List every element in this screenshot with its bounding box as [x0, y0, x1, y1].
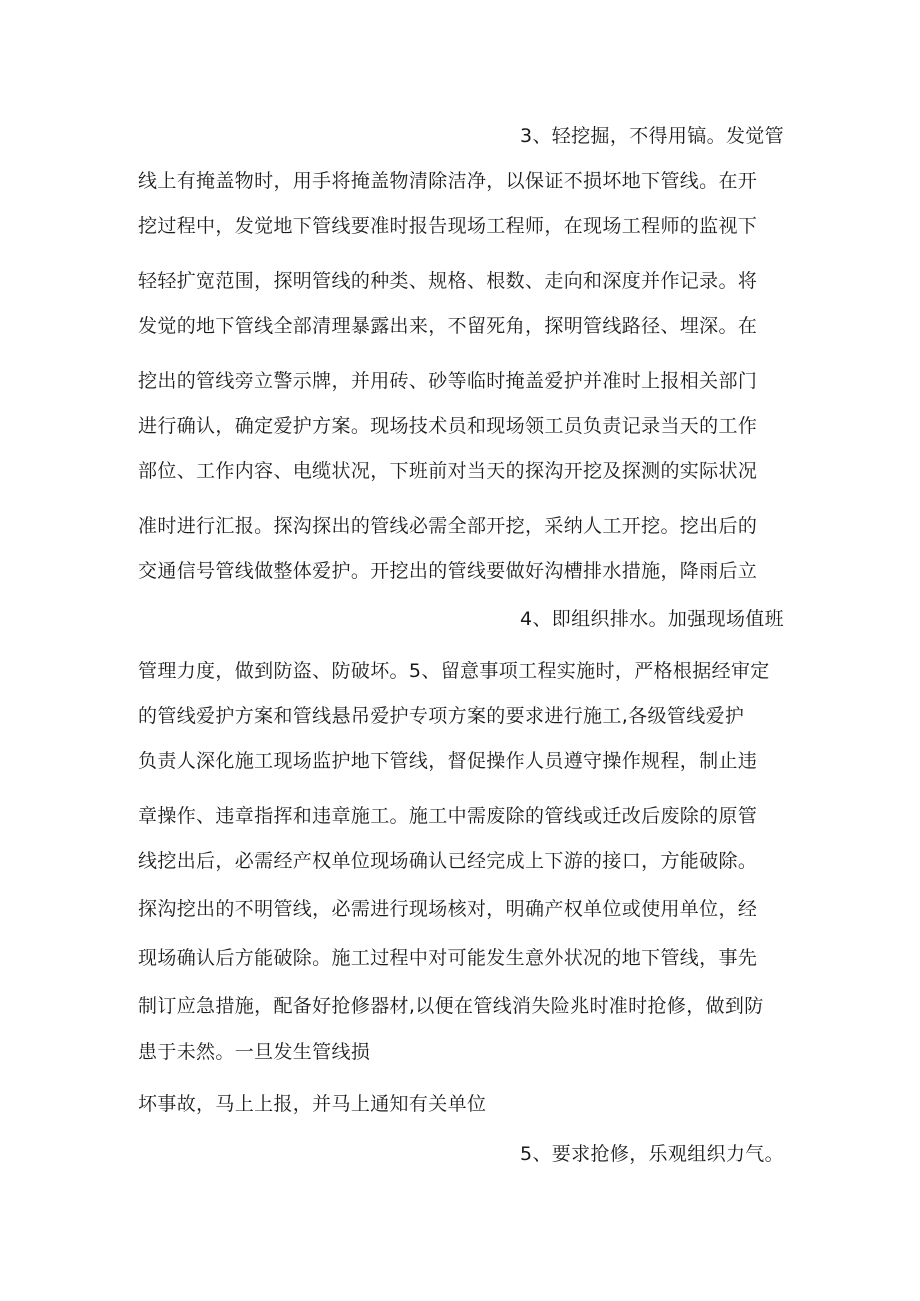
paragraph-line-9: 准时进行汇报。探沟探出的管线必需全部开挖，采纳人工开挖。挖出后的 — [138, 515, 758, 537]
paragraph-line-8: 部位、工作内容、电缆状况，下班前对当天的探沟开挖及探测的实际状况 — [138, 460, 758, 482]
paragraph-line-17: 探沟挖出的不明管线，必需进行现场核对，明确产权单位或使用单位，经 — [138, 898, 758, 920]
paragraph-line-16: 线挖出后，必需经产权单位现场确认已经完成上下游的接口，方能破除。 — [138, 850, 758, 872]
paragraph-line-22: 5、要求抢修，乐观组织力气。 — [520, 1143, 784, 1165]
paragraph-line-13: 的管线爱护方案和管线悬吊爱护专项方案的要求进行施工,各级管线爱护 — [138, 705, 745, 727]
paragraph-line-11: 4、即组织排水。加强现场值班 — [520, 608, 784, 630]
paragraph-line-6: 挖出的管线旁立警示牌，并用砖、砂等临时掩盖爱护并准时上报相关部门 — [138, 370, 758, 392]
paragraph-line-21: 坏事故，马上上报，并马上通知有关单位 — [138, 1093, 487, 1115]
paragraph-line-7: 进行确认，确定爱护方案。现场技术员和现场领工员负责记录当天的工作 — [138, 415, 758, 437]
paragraph-line-12: 管理力度，做到防盗、防破坏。5、留意事项工程实施时，严格根据经审定 — [138, 660, 770, 682]
paragraph-line-14: 负责人深化施工现场监护地下管线，督促操作人员遵守操作规程，制止违 — [138, 750, 758, 772]
paragraph-line-18: 现场确认后方能破除。施工过程中对可能发生意外状况的地下管线，事先 — [138, 947, 758, 969]
paragraph-line-20: 患于未然。一旦发生管线损 — [138, 1041, 371, 1063]
paragraph-line-1: 3、轻挖掘，不得用镐。发觉管 — [520, 125, 784, 147]
paragraph-line-19: 制订应急措施，配备好抢修器材,以便在管线消失险兆时准时抢修，做到防 — [138, 995, 764, 1017]
paragraph-line-10: 交通信号管线做整体爱护。开挖出的管线要做好沟槽排水措施，降雨后立 — [138, 560, 758, 582]
paragraph-line-3: 挖过程中，发觉地下管线要准时报告现场工程师，在现场工程师的监视下 — [138, 215, 758, 237]
paragraph-line-5: 发觉的地下管线全部清理暴露出来，不留死角，探明管线路径、埋深。在 — [138, 315, 758, 337]
paragraph-line-15: 章操作、违章指挥和违章施工。施工中需废除的管线或迁改后废除的原管 — [138, 805, 758, 827]
paragraph-line-2: 线上有掩盖物时，用手将掩盖物清除洁净，以保证不损坏地下管线。在开 — [138, 170, 758, 192]
paragraph-line-4: 轻轻扩宽范围，探明管线的种类、规格、根数、走向和深度并作记录。将 — [138, 270, 758, 292]
